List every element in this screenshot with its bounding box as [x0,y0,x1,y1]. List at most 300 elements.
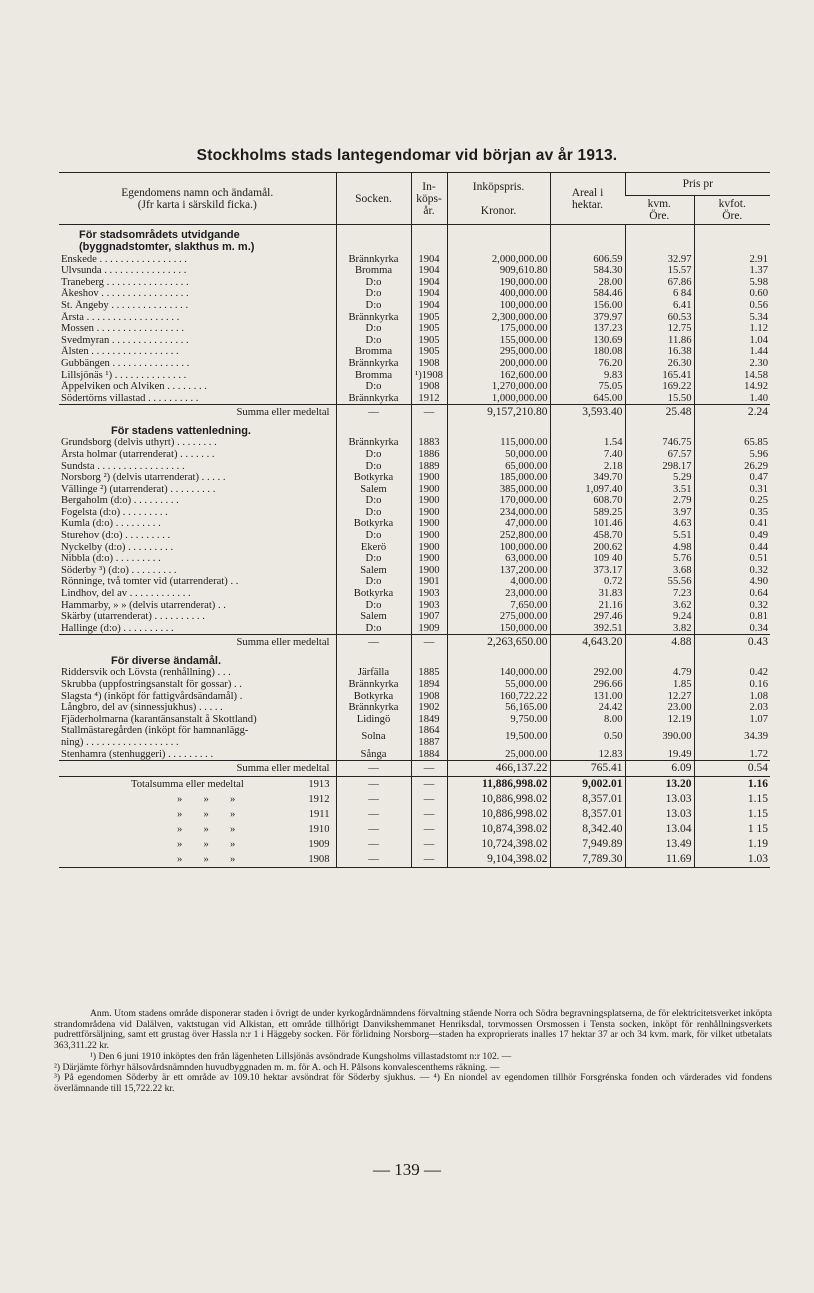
table-row [59,449,770,461]
cell-area: 1,097.40 [550,484,625,496]
cell-parish [336,225,411,243]
cell-kvfot: 0.16 [694,679,770,691]
total-year: — [411,837,447,852]
section-title: För diverse ändamål. [111,654,222,667]
cell-year [411,650,447,667]
cell-year: 1900 [411,507,447,519]
cell-name: Hammarby, » » (delvis utarrenderat) . . [61,599,226,611]
total-year: — [411,777,447,793]
table-row [59,335,770,347]
table-row [59,277,770,289]
cell-area: 0.72 [550,576,625,588]
total-label: » » » 1910 [177,823,330,835]
cell-kvm: 67.86 [625,277,694,289]
cell-year: 1904 [411,288,447,300]
cell-area: 101.46 [550,518,625,530]
cell-area [550,225,625,243]
cell-parish: D:o [336,553,411,565]
cell-kvm: 16.38 [625,346,694,358]
summary-price: 466,137.22 [447,761,550,777]
total-price: 11,886,998.02 [447,777,550,793]
cell-year: 1894 [411,679,447,691]
total-parish: — [336,852,411,868]
table-row [59,667,770,679]
cell-name: Fogelsta (d:o) . . . . . . . . . [61,506,168,518]
cell-area: 584.46 [550,288,625,300]
table-row [59,611,770,623]
page-number: — 139 — [373,1160,441,1179]
table-row [59,623,770,635]
table-row [59,323,770,335]
cell-price: 4,000.00 [447,576,550,588]
cell-year: 1886 [411,449,447,461]
table-row [59,495,770,507]
cell-kvfot: 0.56 [694,300,770,312]
cell-kvm: 12.75 [625,323,694,335]
total-area: 8,342.40 [550,822,625,837]
cell-name: Vällinge ²) (utarrenderat) . . . . . . . . . [61,483,216,495]
cell-price: 252,800.00 [447,530,550,542]
table-row [59,565,770,577]
cell-kvfot: 0.51 [694,553,770,565]
cell-kvm: 165.41 [625,370,694,382]
cell-kvm [625,225,694,243]
cell-name: Sundsta . . . . . . . . . . . . . . . . . [61,460,185,472]
cell-price: 175,000.00 [447,323,550,335]
cell-parish: Brännkyrka [336,393,411,405]
cell-kvm: 746.75 [625,437,694,449]
cell-kvfot: 0.64 [694,588,770,600]
cell-year: 1905 [411,323,447,335]
total-kvfot: 1.19 [694,837,770,852]
cell-price: 100,000.00 [447,300,550,312]
cell-area: 9.83 [550,370,625,382]
total-parish: — [336,792,411,807]
summary-kvfot: 0.43 [694,635,770,651]
summary-kvfot: 2.24 [694,405,770,421]
total-row [59,807,770,822]
cell-parish: D:o [336,381,411,393]
cell-kvfot [694,420,770,437]
cell-area: 109 40 [550,553,625,565]
total-price: 10,874,398.02 [447,822,550,837]
cell-name: Mossen . . . . . . . . . . . . . . . . . [61,323,185,335]
table-row [59,437,770,449]
note-2: ²) Därjämte förhyr hälsovårdsnämnden huvudbyggnaden m. m. för A. och H. Pålsons konvalescenthems räkning. — [54,1061,500,1073]
cell-area: 379.97 [550,312,625,324]
cell-parish: Botkyrka [336,691,411,703]
table-header [59,173,770,225]
summary-kvfot: 0.54 [694,761,770,777]
cell-parish [336,650,411,667]
table-row [59,542,770,554]
cell-name: Söderby ³) (d:o) . . . . . . . . . [61,564,177,576]
summary-area: 4,643.20 [550,635,625,651]
cell-name: Skrubba (uppfostringsanstalt för gossar) . . [61,679,242,690]
cell-price: 47,000.00 [447,518,550,530]
summary-row [59,405,770,421]
cell-kvfot: 1.04 [694,335,770,347]
cell-kvfot: 1.07 [694,714,770,726]
cell-area: 458.70 [550,530,625,542]
cell-kvm: 4.98 [625,542,694,554]
cell-parish: D:o [336,277,411,289]
cell-kvfot: 0.49 [694,530,770,542]
cell-kvm: 6 84 [625,288,694,300]
table-row [59,393,770,405]
section-heading-line2 [59,242,770,254]
cell-name: Sturehov (d:o) . . . . . . . . . [61,530,171,542]
cell-year: 1900 [411,472,447,484]
total-price: 9,104,398.02 [447,852,550,868]
cell-price [447,420,550,437]
cell-area: 1.54 [550,437,625,449]
cell-kvm: 5.51 [625,530,694,542]
table-body [59,225,770,868]
cell-name: Äppelviken och Alviken . . . . . . . . [61,381,207,393]
cell-kvfot: 0.81 [694,611,770,623]
cell-year: 1907 [411,611,447,623]
cell-year: 1904 [411,265,447,277]
cell-parish: Solna [336,725,411,748]
cell-price [447,225,550,243]
cell-year: 1905 [411,346,447,358]
cell-name: Rönninge, två tomter vid (utarrenderat) . . [61,576,239,588]
cell-year: 1900 [411,530,447,542]
total-label: Totalsumma eller medeltal 1913 [59,777,336,793]
table-row [59,484,770,496]
cell-kvfot: 4.90 [694,576,770,588]
section-title: För stadsområdets utvidgande [79,229,240,242]
summary-label: Summa eller medeltal [59,405,336,421]
cell-parish: D:o [336,600,411,612]
cell-area: 24.42 [550,702,625,714]
cell-kvm: 12.19 [625,714,694,726]
cell-kvm: 67.57 [625,449,694,461]
cell-kvm: 32.97 [625,254,694,266]
summary-parish: — [336,761,411,777]
footnotes [54,1009,772,1095]
cell-area: 200.62 [550,542,625,554]
cell-area: 608.70 [550,495,625,507]
summary-label: Summa eller medeltal [59,761,336,777]
total-kvfot: 1.03 [694,852,770,868]
cell-price: 190,000.00 [447,277,550,289]
cell-parish: D:o [336,507,411,519]
total-kvm: 11.69 [625,852,694,868]
cell-parish: D:o [336,323,411,335]
total-price: 10,886,998.02 [447,807,550,822]
cell-year: 1901 [411,576,447,588]
cell-kvfot: 5.34 [694,312,770,324]
cell-kvfot: 5.98 [694,277,770,289]
cell-name: Årsta . . . . . . . . . . . . . . . . . . [61,311,180,323]
summary-kvm: 4.88 [625,635,694,651]
cell-kvfot: 2.91 [694,254,770,266]
cell-kvm: 3.51 [625,484,694,496]
table-row [59,518,770,530]
cell-name: Traneberg . . . . . . . . . . . . . . . . [61,276,189,288]
cell-name: Fjäderholmarna (karantänsanstalt å Skottland) [61,713,257,725]
cell-kvm: 1.85 [625,679,694,691]
cell-kvm: 4.63 [625,518,694,530]
header-kvfot: kvfot. Öre. [694,196,770,225]
cell-kvfot: 0.44 [694,542,770,554]
cell-kvm: 55.56 [625,576,694,588]
table-row [59,461,770,473]
cell-kvfot: 0.32 [694,565,770,577]
cell-year: 1904 [411,300,447,312]
header-name: Egendomens namn och ändamål. (Jfr karta i särskild ficka.) [59,173,336,225]
cell-year: 1883 [411,437,447,449]
total-row [59,777,770,793]
cell-kvfot: 0.41 [694,518,770,530]
cell-area: 297.46 [550,611,625,623]
cell-price [447,242,550,254]
header-area: Areal i hektar. [550,173,625,225]
total-kvm: 13.49 [625,837,694,852]
cell-year: 1908 [411,358,447,370]
cell-price: 234,000.00 [447,507,550,519]
cell-kvm: 5.76 [625,553,694,565]
cell-kvm: 11.86 [625,335,694,347]
cell-price: 140,000.00 [447,667,550,679]
summary-year: — [411,635,447,651]
cell-year: 1849 [411,714,447,726]
cell-kvfot: 0.25 [694,495,770,507]
cell-area: 76.20 [550,358,625,370]
total-price: 10,886,998.02 [447,792,550,807]
cell-price: 19,500.00 [447,725,550,748]
cell-year [411,242,447,254]
table-row [59,600,770,612]
cell-price: 162,600.00 [447,370,550,382]
cell-name: Gubbängen . . . . . . . . . . . . . . . [61,357,190,369]
header-year: In- köps- år. [411,173,447,225]
cell-kvfot: 65.85 [694,437,770,449]
cell-kvm: 15.50 [625,393,694,405]
cell-price: 909,610.80 [447,265,550,277]
cell-kvm: 3.68 [625,565,694,577]
table-row [59,472,770,484]
total-year: — [411,792,447,807]
cell-year: 1912 [411,393,447,405]
cell-kvfot: 2.03 [694,702,770,714]
total-row [59,822,770,837]
total-label: » » » 1912 [177,793,330,805]
cell-kvfot [694,650,770,667]
cell-parish: Bromma [336,370,411,382]
cell-year: 1908 [411,381,447,393]
cell-price: 185,000.00 [447,472,550,484]
cell-price: 56,165.00 [447,702,550,714]
table-row [59,312,770,324]
total-kvm: 13.04 [625,822,694,837]
cell-kvm: 390.00 [625,725,694,748]
cell-kvm: 169.22 [625,381,694,393]
cell-area: 31.83 [550,588,625,600]
cell-area: 156.00 [550,300,625,312]
cell-name: Älsten . . . . . . . . . . . . . . . . . [61,346,179,358]
section-title: För stadens vattenledning. [111,424,251,437]
cell-price: 2,000,000.00 [447,254,550,266]
cell-kvm: 5.29 [625,472,694,484]
cell-name: Grundsborg (delvis uthyrt) . . . . . . . . [61,437,217,449]
table-row [59,702,770,714]
total-area: 7,949.89 [550,837,625,852]
header-price: Inköpspris. Kronor. [447,173,550,225]
total-parish: — [336,822,411,837]
cell-kvm: 9.24 [625,611,694,623]
cell-area: 584.30 [550,265,625,277]
cell-kvfot: 5.96 [694,449,770,461]
cell-price: 200,000.00 [447,358,550,370]
total-year: — [411,807,447,822]
cell-parish: Ekerö [336,542,411,554]
table-row [59,265,770,277]
cell-year: 1864 1887 [411,725,447,748]
cell-area: 2.18 [550,461,625,473]
table-row [59,691,770,703]
cell-price: 137,200.00 [447,565,550,577]
cell-parish: Brännkyrka [336,679,411,691]
cell-price: 150,000.00 [447,623,550,635]
cell-year: 1909 [411,623,447,635]
cell-kvm [625,420,694,437]
cell-kvm: 12.27 [625,691,694,703]
section-subtitle: (byggnadstomter, slakthus m. m.) [79,242,255,253]
cell-area: 349.70 [550,472,625,484]
header-price-per: Pris pr [625,173,770,196]
cell-kvm: 23.00 [625,702,694,714]
cell-kvm: 19.49 [625,749,694,761]
cell-year: 1884 [411,749,447,761]
cell-area: 589.25 [550,507,625,519]
cell-name: Långbro, del av (sinnessjukhus) . . . . . [61,702,223,714]
cell-kvfot: 0.31 [694,484,770,496]
total-row [59,792,770,807]
cell-area [550,650,625,667]
cell-kvm: 2.79 [625,495,694,507]
table-row [59,300,770,312]
cell-parish [336,242,411,254]
table-row [59,588,770,600]
cell-year: 1900 [411,495,447,507]
cell-area: 28.00 [550,277,625,289]
cell-parish: D:o [336,335,411,347]
summary-kvm: 25.48 [625,405,694,421]
cell-name: Nibbla (d:o) . . . . . . . . . [61,553,161,565]
cell-parish: D:o [336,449,411,461]
cell-price: 9,750.00 [447,714,550,726]
cell-parish: D:o [336,288,411,300]
cell-kvfot: 0.60 [694,288,770,300]
cell-name: Lindhov, del av . . . . . . . . . . . . [61,588,191,600]
cell-parish: Bromma [336,346,411,358]
table-row [59,749,770,761]
cell-kvm: 298.17 [625,461,694,473]
cell-kvm: 4.79 [625,667,694,679]
cell-parish: Brännkyrka [336,312,411,324]
cell-kvfot: 2.30 [694,358,770,370]
summary-kvm: 6.09 [625,761,694,777]
cell-area: 75.05 [550,381,625,393]
cell-parish: D:o [336,300,411,312]
header-parish: Socken. [336,173,411,225]
cell-parish: Bromma [336,265,411,277]
cell-kvfot: 1.44 [694,346,770,358]
cell-parish: Salem [336,611,411,623]
cell-price: 385,000.00 [447,484,550,496]
cell-parish: D:o [336,530,411,542]
total-year: — [411,852,447,868]
table-row [59,679,770,691]
total-kvfot: 1.16 [694,777,770,793]
cell-parish: Botkyrka [336,588,411,600]
cell-parish: Brännkyrka [336,254,411,266]
cell-price: 65,000.00 [447,461,550,473]
cell-price: 100,000.00 [447,542,550,554]
cell-kvfot: 34.39 [694,725,770,748]
cell-name: Åkeshov . . . . . . . . . . . . . . . . . [61,288,189,300]
cell-price: 295,000.00 [447,346,550,358]
cell-name: Ulvsunda . . . . . . . . . . . . . . . . [61,265,187,277]
table-row [59,381,770,393]
header-kvm: kvm. Öre. [625,196,694,225]
cell-price: 63,000.00 [447,553,550,565]
total-label: » » » 1911 [177,808,330,820]
cell-area: 645.00 [550,393,625,405]
summary-label: Summa eller medeltal [59,635,336,651]
cell-price [447,650,550,667]
cell-parish: Salem [336,565,411,577]
cell-name: Slagsta ⁴) (inköpt för fattigvårdsändamål) . [61,690,243,702]
cell-price: 155,000.00 [447,335,550,347]
cell-price: 23,000.00 [447,588,550,600]
cell-parish [336,420,411,437]
table-row [59,358,770,370]
cell-kvfot: 1.37 [694,265,770,277]
cell-parish: D:o [336,461,411,473]
cell-kvfot: 0.47 [694,472,770,484]
cell-year: 1885 [411,667,447,679]
cell-name: Södertörns villastad . . . . . . . . . . [61,392,199,404]
cell-parish: Lidingö [336,714,411,726]
total-area: 9,002.01 [550,777,625,793]
cell-name: St. Ängeby . . . . . . . . . . . . . . . [61,299,189,311]
cell-area: 180.08 [550,346,625,358]
cell-parish: Botkyrka [336,518,411,530]
cell-kvfot: 0.32 [694,600,770,612]
cell-area: 137.23 [550,323,625,335]
cell-kvfot: 1.12 [694,323,770,335]
total-year: — [411,822,447,837]
cell-area: 292.00 [550,667,625,679]
cell-kvm: 6.41 [625,300,694,312]
cell-kvm: 3.82 [625,623,694,635]
cell-kvfot: 14.58 [694,370,770,382]
cell-area: 392.51 [550,623,625,635]
cell-area: 8.00 [550,714,625,726]
note-1: ¹) Den 6 juni 1910 inköptes den från lägenheten Lillsjönäs avsöndrade Kungsholms villastadstomt n:r 102. — [90,1050,512,1062]
total-area: 8,357.01 [550,792,625,807]
cell-kvfot: 1.08 [694,691,770,703]
cell-price: 170,000.00 [447,495,550,507]
cell-name: Nyckelby (d:o) . . . . . . . . . [61,541,174,553]
cell-parish: D:o [336,576,411,588]
cell-year: 1900 [411,565,447,577]
total-label: » » » 1908 [59,852,336,868]
